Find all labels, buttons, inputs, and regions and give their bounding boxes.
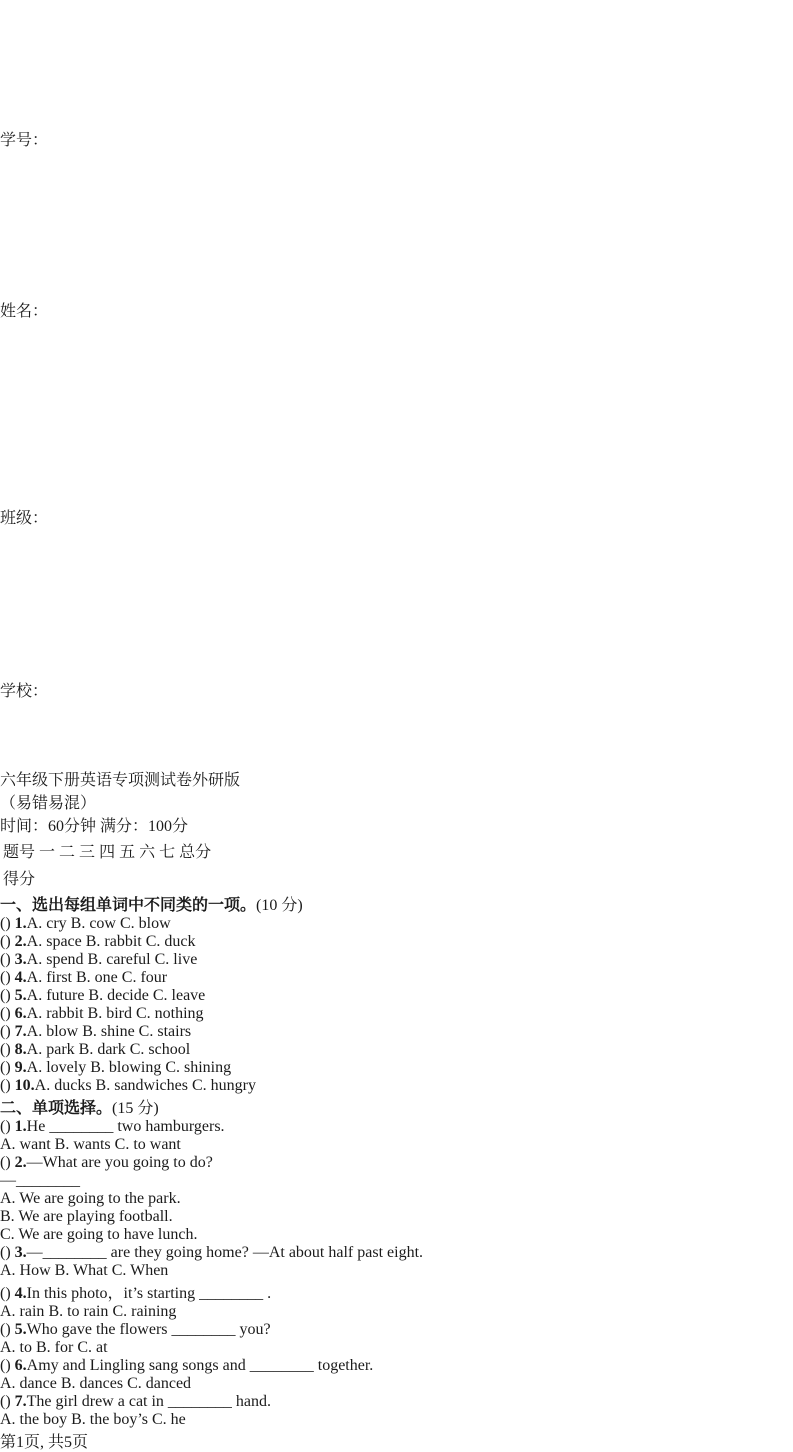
option-b: B. We are playing football. xyxy=(0,1208,173,1225)
question-text: Who gave the flowers ________ you? xyxy=(26,1321,271,1338)
question-continuation xyxy=(0,1172,793,1190)
question-text: Amy and Lingling sang songs and ________ together. xyxy=(26,1357,374,1374)
option-c: C. four xyxy=(121,969,168,986)
section2-header xyxy=(0,1095,793,1118)
answer-paren-open: ( xyxy=(0,1393,6,1410)
question-row xyxy=(0,1059,793,1077)
question-continuation xyxy=(0,1226,793,1244)
option-b: B. What xyxy=(54,1262,108,1279)
options-row xyxy=(0,1303,793,1321)
question-number: 1. xyxy=(14,915,27,932)
answer-paren-close: ) xyxy=(5,1154,11,1171)
option-c: C. nothing xyxy=(135,1005,204,1022)
question-row xyxy=(0,1357,793,1375)
option-c: C. blow xyxy=(119,915,171,932)
option-b: B. one xyxy=(75,969,118,986)
option-a: A. space xyxy=(26,933,82,950)
option-c: C. at xyxy=(77,1339,108,1356)
option-a: A. blow xyxy=(26,1023,79,1040)
paper-title: 六年级下册英语专项测试卷外研版 xyxy=(0,772,241,789)
options-row xyxy=(0,1339,793,1357)
score-table-cell: 七 xyxy=(159,844,176,861)
score-table-cell: 六 xyxy=(139,844,156,861)
answer-paren-close: ) xyxy=(5,1077,11,1094)
option-c: C. shining xyxy=(165,1059,232,1076)
option-c: C. to want xyxy=(114,1136,181,1153)
school-write-line xyxy=(0,528,793,678)
question-row xyxy=(0,1321,793,1339)
answer-paren-close: ) xyxy=(5,1118,11,1135)
score-entry-cell xyxy=(158,865,176,890)
option-c: C. danced xyxy=(127,1375,192,1392)
answer-paren-close: ) xyxy=(5,1321,11,1338)
section1-heading: 一、选出每组单词中不同类的一项。 xyxy=(0,897,257,914)
section1-points: (10 分) xyxy=(256,897,303,914)
option-a: A. rain xyxy=(0,1303,45,1320)
question-row xyxy=(0,969,793,987)
question-number: 7. xyxy=(14,1393,27,1410)
option-a: A. to xyxy=(0,1339,32,1356)
exam-time: 时间：60分钟 xyxy=(0,818,97,835)
question-row xyxy=(0,1280,793,1303)
section2-questions xyxy=(0,1118,793,1429)
option-b: B. decide xyxy=(88,987,149,1004)
option-a: A. first xyxy=(26,969,72,986)
answer-paren-close: ) xyxy=(5,951,11,968)
student-id-write-line xyxy=(0,0,793,127)
question-text: In this photo，it’s starting ________ . xyxy=(26,1285,272,1302)
exam-full-score: 满分：100分 xyxy=(100,818,189,835)
answer-paren-open: ( xyxy=(0,1154,6,1171)
class-write-line xyxy=(0,321,793,505)
question-row xyxy=(0,1154,793,1172)
score-entry-cell xyxy=(178,865,212,890)
question-number: 9. xyxy=(14,1059,27,1076)
score-table-header-row xyxy=(2,838,212,863)
question-number: 6. xyxy=(14,1005,27,1022)
option-c: C. leave xyxy=(152,987,206,1004)
option-b: B. cow xyxy=(70,915,116,932)
option-c: C. school xyxy=(129,1041,191,1058)
score-table-score-row xyxy=(2,865,212,890)
option-b: B. dark xyxy=(78,1041,126,1058)
question-row xyxy=(0,1393,793,1411)
answer-paren-open: ( xyxy=(0,1321,6,1338)
options-row xyxy=(0,1136,793,1154)
score-table-cell: 三 xyxy=(79,844,96,861)
score-entry-cell xyxy=(118,865,136,890)
bottom-write-line xyxy=(0,701,793,767)
answer-paren-close: ) xyxy=(5,915,11,932)
option-c: C. live xyxy=(154,951,198,968)
score-table-cell: 四 xyxy=(99,844,116,861)
paper-subtitle: （易错易混） xyxy=(0,795,97,812)
student-id-label: 学号： xyxy=(0,132,49,149)
dashed-fold-line xyxy=(60,10,62,1118)
question-number: 10. xyxy=(14,1077,35,1094)
section1-questions xyxy=(0,915,793,1095)
option-a: A. future xyxy=(26,987,85,1004)
answer-paren-close: ) xyxy=(5,1357,11,1374)
score-row-label: 得分 xyxy=(3,871,36,888)
score-table-cell: 总分 xyxy=(179,844,212,861)
question-continuation xyxy=(0,1208,793,1226)
school-label: 学校： xyxy=(0,683,49,700)
options-row xyxy=(0,1411,793,1429)
answer-paren-close: ) xyxy=(5,1285,11,1302)
score-entry-cell xyxy=(138,865,156,890)
option-c: C. duck xyxy=(145,933,196,950)
name-write-line xyxy=(0,150,793,298)
question-row xyxy=(0,1005,793,1023)
answer-paren-close: ) xyxy=(5,1023,11,1040)
question-number: 7. xyxy=(14,1023,27,1040)
option-a: A. rabbit xyxy=(26,1005,84,1022)
option-b: B. to rain xyxy=(48,1303,109,1320)
answer-paren-open: ( xyxy=(0,1244,6,1261)
option-b: B. blowing xyxy=(90,1059,162,1076)
question-number: 6. xyxy=(14,1357,27,1374)
option-a: A. lovely xyxy=(26,1059,87,1076)
question-number: 2. xyxy=(14,1154,27,1171)
answer-paren-close: ) xyxy=(5,969,11,986)
option-b: B. sandwiches xyxy=(95,1077,188,1094)
option-b: B. careful xyxy=(87,951,151,968)
question-row xyxy=(0,1244,793,1262)
option-b: B. the boy’s xyxy=(71,1411,148,1428)
score-table-cell: 二 xyxy=(59,844,76,861)
option-c: C. he xyxy=(152,1411,186,1428)
option-c: C. raining xyxy=(112,1303,177,1320)
score-table xyxy=(0,836,214,892)
question-row xyxy=(0,1077,793,1095)
exam-meta xyxy=(0,813,793,836)
option-c: C. stairs xyxy=(138,1023,192,1040)
score-entry-cell xyxy=(98,865,116,890)
option-a: A. cry xyxy=(26,915,67,932)
option-b: B. bird xyxy=(87,1005,132,1022)
score-table-cell: 一 xyxy=(39,844,56,861)
option-b: B. dances xyxy=(60,1375,124,1392)
option-c: C. When xyxy=(111,1262,169,1279)
question-row xyxy=(0,1023,793,1041)
name-label: 姓名： xyxy=(0,303,49,320)
question-number: 5. xyxy=(14,1321,27,1338)
question-number: 2. xyxy=(14,933,27,950)
option-a: A. ducks xyxy=(34,1077,92,1094)
score-entry-cell xyxy=(78,865,96,890)
question-row xyxy=(0,1041,793,1059)
option-b: B. shine xyxy=(82,1023,135,1040)
class-label: 班级： xyxy=(0,510,49,527)
answer-paren-open: ( xyxy=(0,1041,6,1058)
answer-paren-close: ) xyxy=(5,1005,11,1022)
options-row xyxy=(0,1262,793,1280)
option-a: A. want xyxy=(0,1136,51,1153)
answer-paren-open: ( xyxy=(0,1059,6,1076)
question-text: —________ are they going home? —At about half past eight. xyxy=(26,1244,424,1261)
option-c: C. hungry xyxy=(191,1077,256,1094)
option-a: A. the boy xyxy=(0,1411,68,1428)
answer-paren-open: ( xyxy=(0,1005,6,1022)
question-number: 8. xyxy=(14,1041,27,1058)
question-number: 4. xyxy=(14,969,27,986)
option-a: A. spend xyxy=(26,951,84,968)
answer-paren-open: ( xyxy=(0,933,6,950)
answer-paren-close: ) xyxy=(5,933,11,950)
answer-paren-open: ( xyxy=(0,915,6,932)
section1-header xyxy=(0,892,793,915)
answer-paren-close: ) xyxy=(5,1244,11,1261)
answer-paren-close: ) xyxy=(5,987,11,1004)
question-row xyxy=(0,951,793,969)
option-c: C. We are going to have lunch. xyxy=(0,1226,198,1243)
answer-paren-open: ( xyxy=(0,1357,6,1374)
answer-paren-open: ( xyxy=(0,1118,6,1135)
question-row xyxy=(0,933,793,951)
score-table-cell: 题号 xyxy=(3,844,36,861)
option-b: B. for xyxy=(36,1339,74,1356)
answer-paren-open: ( xyxy=(0,1077,6,1094)
option-b: B. rabbit xyxy=(85,933,142,950)
question-text: He ________ two hamburgers. xyxy=(26,1118,225,1135)
question-text: The girl drew a cat in ________ hand. xyxy=(26,1393,272,1410)
question-row xyxy=(0,1118,793,1136)
answer-paren-close: ) xyxy=(5,1059,11,1076)
question-number: 5. xyxy=(14,987,27,1004)
answer-paren-open: ( xyxy=(0,951,6,968)
question-text: —What are you going to do? xyxy=(26,1154,213,1171)
score-table-cell: 五 xyxy=(119,844,136,861)
answer-paren-close: ) xyxy=(5,1041,11,1058)
answer-paren-open: ( xyxy=(0,987,6,1004)
answer-blank-line: —________ xyxy=(0,1172,80,1189)
question-continuation xyxy=(0,1190,793,1208)
options-row xyxy=(0,1375,793,1393)
section2-heading: 二、单项选择。 xyxy=(0,1100,113,1117)
page-number: 第1页, 共5页 xyxy=(0,1434,89,1451)
answer-paren-open: ( xyxy=(0,1285,6,1302)
question-number: 4. xyxy=(14,1285,27,1302)
answer-paren-open: ( xyxy=(0,969,6,986)
question-number: 1. xyxy=(14,1118,27,1135)
question-number: 3. xyxy=(14,1244,27,1261)
question-row xyxy=(0,987,793,1005)
score-entry-cell xyxy=(38,865,56,890)
question-number: 3. xyxy=(14,951,27,968)
answer-paren-open: ( xyxy=(0,1023,6,1040)
section2-points: (15 分) xyxy=(112,1100,159,1117)
answer-paren-close: ) xyxy=(5,1393,11,1410)
option-a: A. How xyxy=(0,1262,51,1279)
option-a: A. dance xyxy=(0,1375,57,1392)
question-row xyxy=(0,915,793,933)
option-a: A. park xyxy=(26,1041,75,1058)
option-b: B. wants xyxy=(54,1136,111,1153)
option-a: A. We are going to the park. xyxy=(0,1190,181,1207)
paper-content xyxy=(0,767,793,1429)
